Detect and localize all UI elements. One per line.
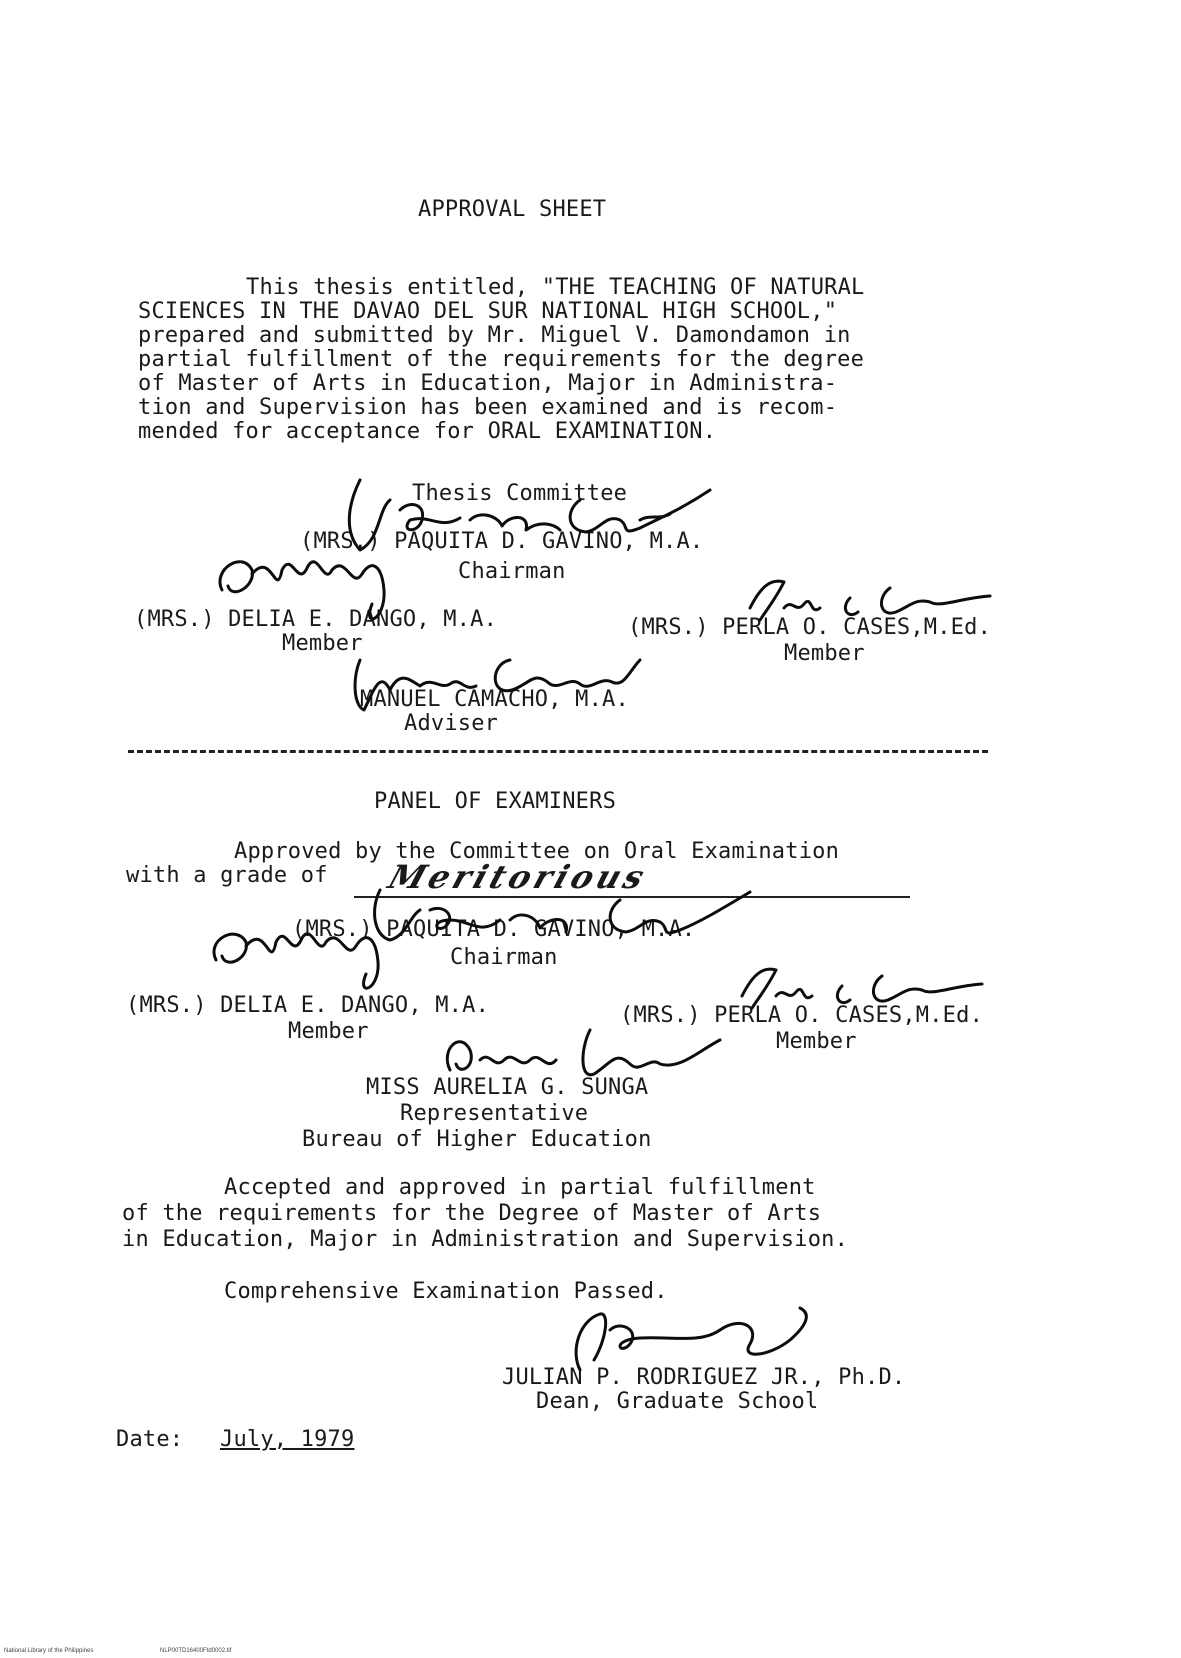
panel-rep-role: Representative <box>400 1101 589 1126</box>
panel-member2-role: Member <box>776 1029 857 1054</box>
committee-chairman-name: (MRS.) PAQUITA D. GAVINO, M.A. <box>300 529 704 554</box>
comprehensive-passed: Comprehensive Examination Passed. <box>224 1279 668 1304</box>
grade-handwritten: Meritorious <box>383 858 653 896</box>
panel-approved-line: Approved by the Committee on Oral Examination <box>234 839 840 864</box>
committee-adviser-name: MANUEL CAMACHO, M.A. <box>360 687 629 712</box>
committee-member1-name: (MRS.) DELIA E. DANGO, M.A. <box>134 607 498 632</box>
panel-member2-name: (MRS.) PERLA O. CASES,M.Ed. <box>620 1003 984 1028</box>
panel-chairman-role: Chairman <box>450 945 558 970</box>
panel-grade-label: with a grade of <box>126 863 328 888</box>
panel-heading: PANEL OF EXAMINERS <box>374 789 617 814</box>
grade-underline <box>354 896 910 898</box>
panel-member1-name: (MRS.) DELIA E. DANGO, M.A. <box>126 993 490 1018</box>
dean-title: Dean, Graduate School <box>536 1389 819 1414</box>
acceptance-line: Accepted and approved in partial fulfillment <box>224 1175 816 1200</box>
page-title: APPROVAL SHEET <box>418 197 607 222</box>
panel-member1-role: Member <box>288 1019 369 1044</box>
dean-name: JULIAN P. RODRIGUEZ JR., Ph.D. <box>502 1365 906 1390</box>
intro-line: tion and Supervision has been examined and is recom- <box>138 395 838 420</box>
intro-line: of Master of Arts in Education, Major in Administra- <box>138 371 838 396</box>
committee-member2-role: Member <box>784 641 865 666</box>
committee-member2-name: (MRS.) PERLA O. CASES,M.Ed. <box>628 615 992 640</box>
intro-line: This thesis entitled, "THE TEACHING OF NATURAL <box>246 275 865 300</box>
panel-chairman-name: (MRS.) PAQUITA D. GAVINO, M.A. <box>292 917 696 942</box>
panel-rep-office: Bureau of Higher Education <box>302 1127 652 1152</box>
acceptance-line: in Education, Major in Administration and Supervision. <box>122 1227 849 1252</box>
footer-filename: NLP00TD16400Ftd0002.tif <box>160 1648 232 1654</box>
committee-heading: Thesis Committee <box>412 481 628 506</box>
committee-chairman-role: Chairman <box>458 559 566 584</box>
acceptance-line: of the requirements for the Degree of Master of Arts <box>122 1201 822 1226</box>
intro-line: prepared and submitted by Mr. Miguel V. Damondamon in <box>138 323 851 348</box>
footer-library: National Library of the Philippines <box>4 1648 94 1654</box>
committee-adviser-role: Adviser <box>404 711 499 736</box>
intro-line: SCIENCES IN THE DAVAO DEL SUR NATIONAL HIGH SCHOOL," <box>138 299 838 324</box>
panel-rep-name: MISS AURELIA G. SUNGA <box>366 1075 649 1100</box>
intro-line: partial fulfillment of the requirements for the degree <box>138 347 865 372</box>
date-value: July, 1979 <box>220 1427 355 1452</box>
intro-line: mended for acceptance for ORAL EXAMINATION. <box>138 419 717 444</box>
date-label: Date: <box>116 1427 184 1452</box>
section-divider <box>128 750 988 753</box>
committee-member1-role: Member <box>282 631 363 656</box>
